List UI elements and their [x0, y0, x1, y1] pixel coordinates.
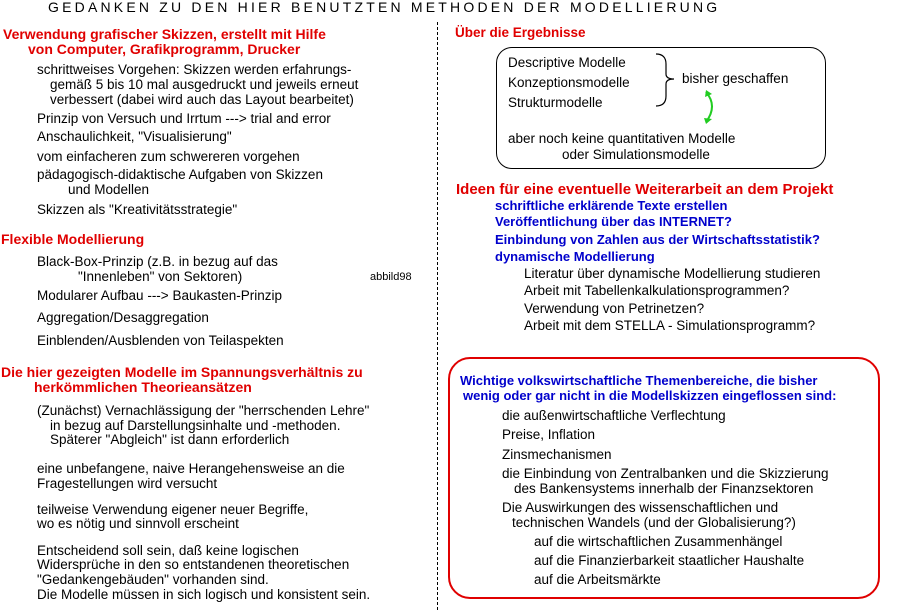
text-line: technischen Wandels (und der Globalisierung?) [512, 515, 796, 530]
heading-skizzen-1: Verwendung grafischer Skizzen, erstellt mit Hilfe [3, 26, 326, 42]
lower-text-2: oder Simulationsmodelle [562, 147, 710, 162]
text-line: Aggregation/Desaggregation [37, 310, 209, 325]
heading-ergebnisse: Über die Ergebnisse [455, 25, 586, 40]
text-line: des Bankensystems innerhalb der Finanzsektoren [514, 481, 814, 496]
text-line: (Zunächst) Vernachlässigung der "herrschenden Lehre" [37, 403, 370, 418]
text-line: Die Auswirkungen des wissenschaftlichen und [502, 500, 779, 515]
text-line: auf die wirtschaftlichen Zusammenhängel [534, 534, 783, 549]
heading-spannung-1: Die hier gezeigten Modelle im Spannungsverhältnis zu [1, 364, 363, 380]
text-line: Anschaulichkeit, "Visualisierung" [37, 129, 232, 144]
text-line: gemäß 5 bis 10 mal ausgedruckt und jeweils erneut [50, 77, 359, 92]
text-line: Die Modelle müssen in sich logisch und konsistent sein. [37, 587, 371, 602]
text-line: Verwendung von Petrinetzen? [524, 301, 705, 316]
double-arrow-icon [694, 88, 724, 128]
text-line: "Innenleben" von Sektoren) [78, 269, 243, 284]
text-line: in bezug auf Darstellungsinhalte und -methoden. [50, 418, 341, 433]
text-line: Widersprüche in den so entstandenen theoretischen [37, 557, 350, 572]
text-line: auf die Finanzierbarkeit staatlicher Haushalte [534, 553, 805, 568]
text-line: Einblenden/Ausblenden von Teilaspekten [37, 333, 284, 348]
text-line: pädagogisch-didaktische Aufgaben von Skizzen [37, 167, 323, 182]
text-line: verbessert (dabei wird auch das Layout bearbeitet) [50, 92, 354, 107]
idea-blue-4: dynamische Modellierung [495, 249, 655, 264]
text-line: teilweise Verwendung eigener neuer Begriffe, [37, 502, 309, 517]
heading-ideen: Ideen für eine eventuelle Weiterarbeit an dem Projekt [456, 181, 834, 198]
brace-icon [654, 52, 684, 108]
text-line: Black-Box-Prinzip (z.B. in bezug auf das [37, 254, 278, 269]
column-divider [437, 22, 438, 610]
model-struktur: Strukturmodelle [508, 95, 603, 110]
idea-blue-3: Einbindung von Zahlen aus der Wirtschaftsstatistik? [495, 232, 820, 247]
text-line: auf die Arbeitsmärkte [534, 572, 661, 587]
text-line: Arbeit mit Tabellenkalkulationsprogrammen? [524, 283, 790, 298]
text-line: Modularer Aufbau ---> Baukasten-Prinzip [37, 288, 282, 303]
text-line: Skizzen als "Kreativitätsstrategie" [37, 202, 238, 217]
text-line: Späterer "Abgleich" ist dann erforderlich [50, 432, 290, 447]
image-tag: abbild98 [370, 271, 412, 283]
idea-blue-2: Veröffentlichung über das INTERNET? [495, 214, 732, 229]
text-line: und Modellen [68, 182, 150, 197]
text-line: vom einfacheren zum schwereren vorgehen [37, 149, 300, 164]
text-line: Zinsmechanismen [502, 447, 612, 462]
page-title: GEDANKEN ZU DEN HIER BENUTZTEN METHODEN DER MODELLIERUNG [48, 0, 721, 15]
model-konzeption: Konzeptionsmodelle [508, 75, 630, 90]
heading-spannung-2: herkömmlichen Theorieansätzen [34, 379, 252, 395]
lower-text-1: aber noch keine quantitativen Modelle [508, 131, 736, 146]
bisher-geschaffen-label: bisher geschaffen [682, 71, 789, 86]
heading-flexible-modellierung: Flexible Modellierung [1, 231, 145, 247]
themes-heading-2: wenig oder gar nicht in die Modellskizzen eingeflossen sind: [463, 388, 837, 403]
text-line: die Einbindung von Zentralbanken und die Skizzierung [502, 466, 829, 481]
heading-skizzen-2: von Computer, Grafikprogramm, Drucker [28, 41, 301, 57]
text-line: wo es nötig und sinnvoll erscheint [37, 516, 239, 531]
text-line: Entscheidend soll sein, daß keine logischen [37, 543, 299, 558]
text-line: Literatur über dynamische Modellierung studieren [524, 266, 821, 281]
text-line: Arbeit mit dem STELLA - Simulationsprogramm? [524, 318, 816, 333]
idea-blue-1: schriftliche erklärende Texte erstellen [495, 198, 728, 213]
text-line: die außenwirtschaftliche Verflechtung [502, 408, 726, 423]
model-descriptive: Descriptive Modelle [508, 55, 626, 70]
themes-heading-1: Wichtige volkswirtschaftliche Themenbereiche, die bisher [460, 373, 818, 388]
text-line: Fragestellungen wird versucht [37, 476, 218, 491]
text-line: eine unbefangene, naive Herangehensweise an die [37, 461, 345, 476]
text-line: Preise, Inflation [502, 427, 596, 442]
text-line: Prinzip von Versuch und Irrtum ---> trial and error [37, 111, 331, 126]
text-line: "Gedankengebäuden" vorhanden sind. [37, 572, 269, 587]
text-line: schrittweises Vorgehen: Skizzen werden erfahrungs- [37, 62, 352, 77]
